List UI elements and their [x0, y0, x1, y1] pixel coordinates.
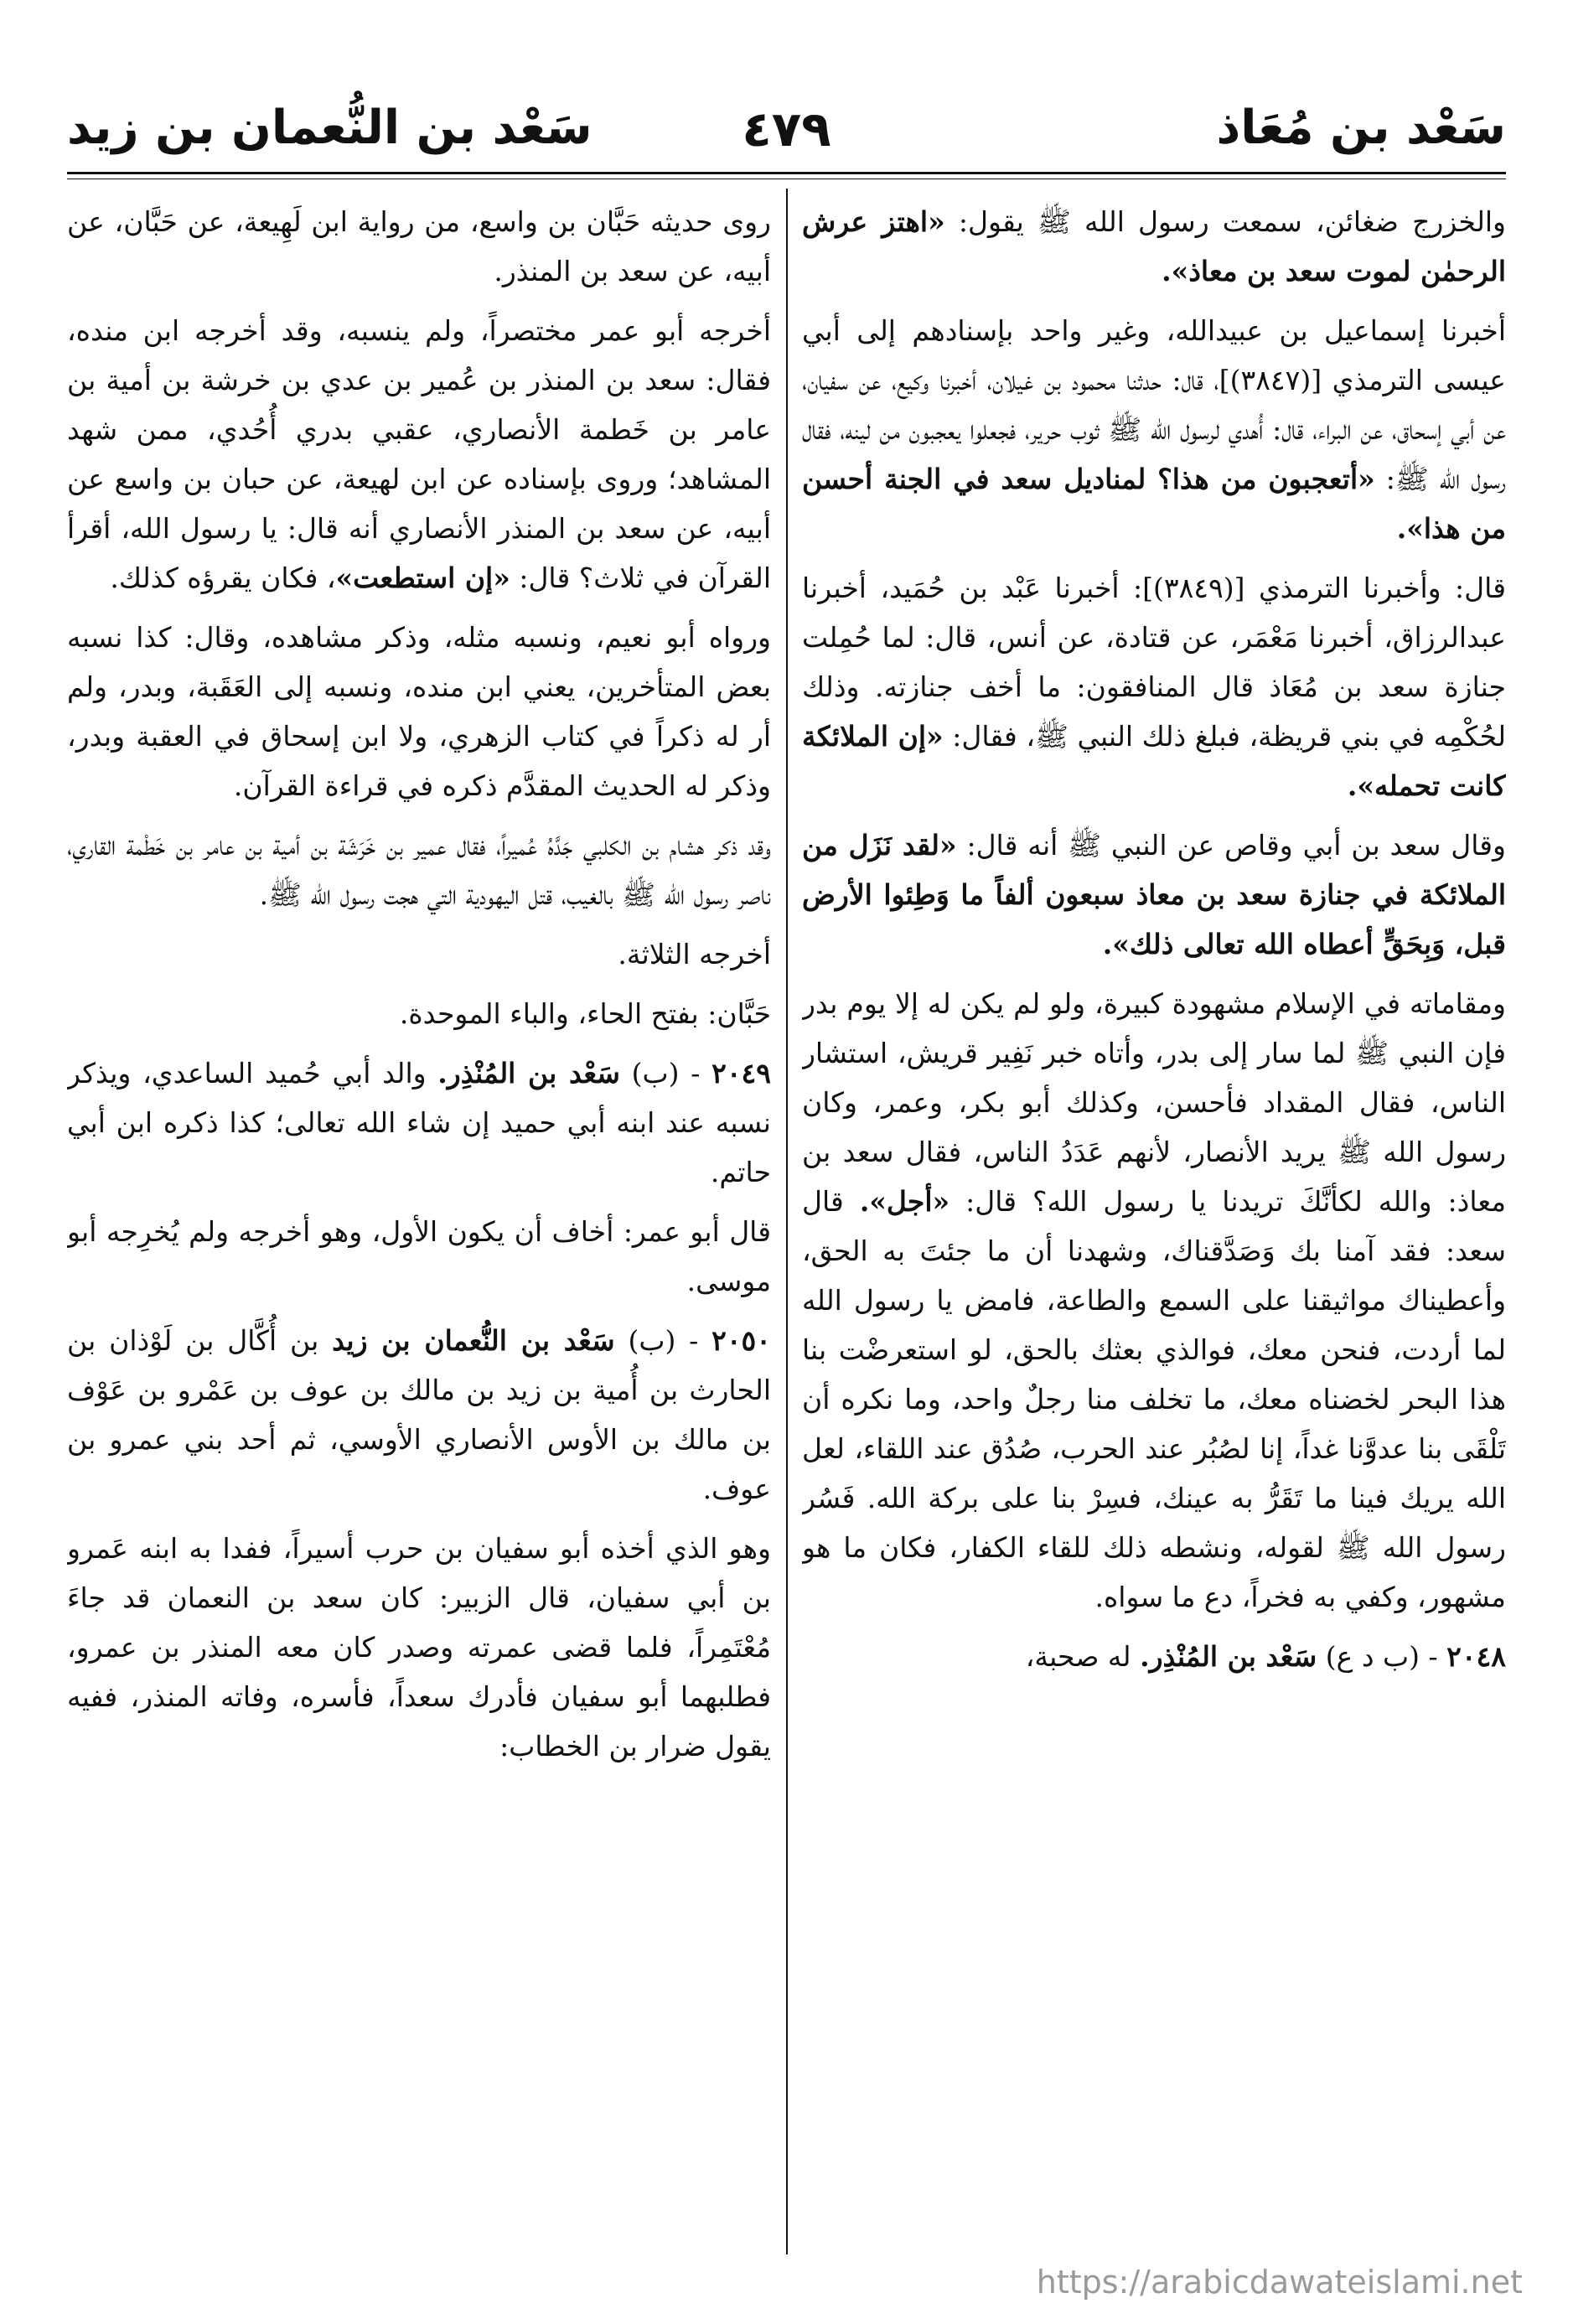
paragraph	[67, 1524, 771, 1771]
text-run: ومقاماته في الإسلام مشهودة كبيرة، ولو لم يكن له إلا يوم بدر فإن النبي ﷺ لما سار إلى بدر، وأتاه خبر نَفِير قريش، استشار الناس، فقال المقداد فأحسن، وكذلك أبو بكر، وعمر، وكان رسول الله ﷺ يريد الأنصار، لأنهم عَدَدُ الناس، فقال سعد بن معاذ: والله لكأنَّكَ تريدنا يا رسول الله؟ قال:	[802, 987, 1506, 1218]
paragraph	[67, 989, 771, 1038]
entry-number: ٢٠٤٩	[711, 1057, 771, 1090]
biography-entry	[802, 1632, 1506, 1681]
text-run: قال سعد: فقد آمنا بك وَصَدَّقناك، وشهدنا أن ما جئتَ به الحق، وأعطيناك مواثيقنا على السمع والطاعة، فامض يا رسول الله لما أردت، فنحن معك، فوالذي بعثك بالحق، لو استعرضْت بنا هذا البحر لخضناه معك، ما تخلف منا رجلٌ واحد، وما نكره أن تَلْقَى بنا عدوَّنا غداً، إنا لصُبُر عند الحرب، صُدُق عند اللقاء، لعل الله يريك فينا ما تَقَرُّ به عينك، فسِرْ بنا على بركة الله. فَسُر رسول الله ﷺ لقوله، ونشطه ذلك للقاء الكفار، فكان ما هو مشهور، وكفي به فخراً، دع ما سواه.	[802, 1185, 1506, 1613]
entry-source-tag: - (ب)	[619, 1057, 712, 1090]
paragraph	[802, 197, 1506, 296]
hadith-quote: «إن استطعت»	[335, 562, 510, 594]
hadith-quote: «إن الملائكة كانت تحمله».	[802, 720, 1506, 802]
text-run: وهو الذي أخذه أبو سفيان بن حرب أسيراً، ففدا به ابنه عَمرو بن أبي سفيان، قال الزبير: كان سعد بن النعمان قد جاءَ مُعْتَمِراً، فلما قضى عمرته وصدر كان معه المنذر بن عمرو، فطلبهما أبو سفيان فأدرك سعداً، فأسره، وفاته المنذر، ففيه يقول ضرار بن الخطاب:	[67, 1532, 771, 1762]
entry-text: له صحبة،	[1025, 1640, 1141, 1673]
biography-entry	[67, 1316, 771, 1514]
text-run: وقال سعد بن أبي وقاص عن النبي ﷺ أنه قال:	[956, 829, 1506, 862]
running-head-left: سَعْد بن النُّعمان بن زيد	[67, 101, 592, 155]
hadith-quote: «اهتز عرش الرحمٰن لموت سعد بن معاذ».	[802, 205, 1506, 287]
paragraph	[802, 306, 1506, 553]
running-head-right: سَعْد بن مُعَاذ	[1216, 101, 1506, 155]
hadith-quote: «أتعجبون من هذا؟ لمناديل سعد في الجنة أحسن من هذا».	[802, 463, 1506, 545]
entry-name: سَعْد بن النُّعمان بن زيد	[332, 1324, 615, 1357]
column-divider	[786, 189, 788, 2254]
entry-text: بن أُكَّال بن لَوْذان بن الحارث بن أُمية بن زيد بن مالك بن عوف بن عَمْرو بن عَوْف بن مالك بن الأوس الأنصاري الأوسي، ثم أحد بني عمرو بن عوف.	[67, 1324, 771, 1505]
entry-text: والد أبي حُميد الساعدي، ويذكر نسبه عند ابنه أبي حميد إن شاء الله تعالى؛ كذا ذكره ابن أبي حاتم.	[67, 1057, 771, 1188]
paragraph	[67, 197, 771, 296]
text-run: أخرجه أبو عمر مختصراً، ولم ينسبه، وقد أخرجه ابن منده، فقال: سعد بن المنذر بن عُمير بن عدي بن خرشة بن أمية بن عامر بن خَطمة الأنصاري، عقبي بدري أُحُدي، ممن شهد المشاهد؛ وروى بإسناده عن ابن لهيعة، عن حبان بن واسع عن أبيه، عن سعد بن المنذر الأنصاري أنه قال: يا رسول الله، أقرأ القرآن في ثلاث؟ قال:	[67, 314, 771, 594]
text-run: أخرجه الثلاثة.	[618, 938, 771, 970]
text-run: ، فكان يقرؤه كذلك.	[110, 562, 336, 594]
text-run: قال: وأخبرنا الترمذي [(٣٨٤٩)]: أخبرنا عَبْد بن حُمَيد، أخبرنا عبدالرزاق، أخبرنا مَعْمَر، عن قتادة، عن أنس، قال: لما حُمِلت جنازة سعد بن مُعَاذ قال المنافقون: ما أخف جنازته. وذلك لحُكْمِه في بني قريظة، فبلغ ذلك النبي ﷺ، فقال:	[802, 572, 1506, 753]
paragraph	[802, 563, 1506, 810]
left-column	[67, 197, 771, 2242]
paragraph	[67, 820, 771, 919]
header-rule	[67, 172, 1506, 174]
page-number: ٤٧٩	[742, 101, 831, 158]
hadith-quote: «أجل».	[859, 1185, 950, 1218]
right-column	[802, 197, 1506, 2242]
text-run: أخبرنا إسماعيل بن عبيدالله، وغير واحد بإسنادهم إلى أبي عيسى الترمذي [(٣٨٤٧)]، قال: حدثنا محمود بن غيلان، أخبرنا وكيع، عن سفيان، عن أبي إسحاق، عن البراء، قال: أُهدي لرسول الله ﷺ ثوب حرير، فجعلوا يعجبون من لينه، فقال رسول الله ﷺ:	[802, 314, 1506, 495]
page-header	[67, 101, 1506, 180]
text-run: حَبَّان: بفتح الحاء، والباء الموحدة.	[399, 997, 771, 1030]
entry-name: سَعْد بن المُنْذِر.	[1140, 1640, 1317, 1673]
entry-name: سَعْد بن المُنْذِر.	[437, 1057, 620, 1090]
paragraph	[802, 820, 1506, 969]
paragraph	[67, 929, 771, 979]
entry-number: ٢٠٤٨	[1446, 1640, 1506, 1673]
paragraph	[802, 979, 1506, 1622]
entry-number: ٢٠٥٠	[711, 1324, 771, 1357]
hadith-quote: «لقد نَزَل من الملائكة في جنازة سعد بن معاذ سبعون ألفاً ما وَطِئوا الأرض قبل، وَبِحَقٍّ أعطاه الله تعالى ذلك».	[802, 829, 1506, 960]
paragraph	[67, 613, 771, 810]
text-run: قال أبو عمر: أخاف أن يكون الأول، وهو أخرجه ولم يُخرِجه أبو موسى.	[67, 1215, 771, 1297]
paragraph	[67, 306, 771, 603]
paragraph	[67, 1207, 771, 1306]
biography-entry	[67, 1048, 771, 1197]
text-run: ورواه أبو نعيم، ونسبه مثله، وذكر مشاهده، وقال: كذا نسبه بعض المتأخرين، يعني ابن منده، ونسبه إلى العَقَبة، وبدر، ولم أر له ذكراً في كتاب الزهري، ولا ابن إسحاق في العقبة وبدر، وذكر له الحديث المقدَّم ذكره في قراءة القرآن.	[67, 621, 771, 802]
entry-source-tag: - (ب د ع)	[1317, 1640, 1447, 1673]
text-run: وقد ذكر هشام بن الكلبي جَدَّهُ عُميراً، فقال عمير بن خَرَشَة بن أمية بن عامر بن خَطْمة القاري، ناصر رسول الله ﷺ بالغيب، قتل اليهودية التي هجت رسول الله ﷺ.	[67, 829, 771, 911]
text-run: روى حديثه حَبَّان بن واسع، من رواية ابن لَهِيعة، عن حَبَّان، عن أبيه، عن سعد بن المنذر.	[67, 205, 771, 287]
entry-source-tag: - (ب)	[614, 1324, 712, 1357]
watermark-url: https://arabicdawateislami.net	[1036, 2264, 1523, 2301]
text-run: والخزرج ضغائن، سمعت رسول الله ﷺ يقول:	[944, 205, 1506, 238]
